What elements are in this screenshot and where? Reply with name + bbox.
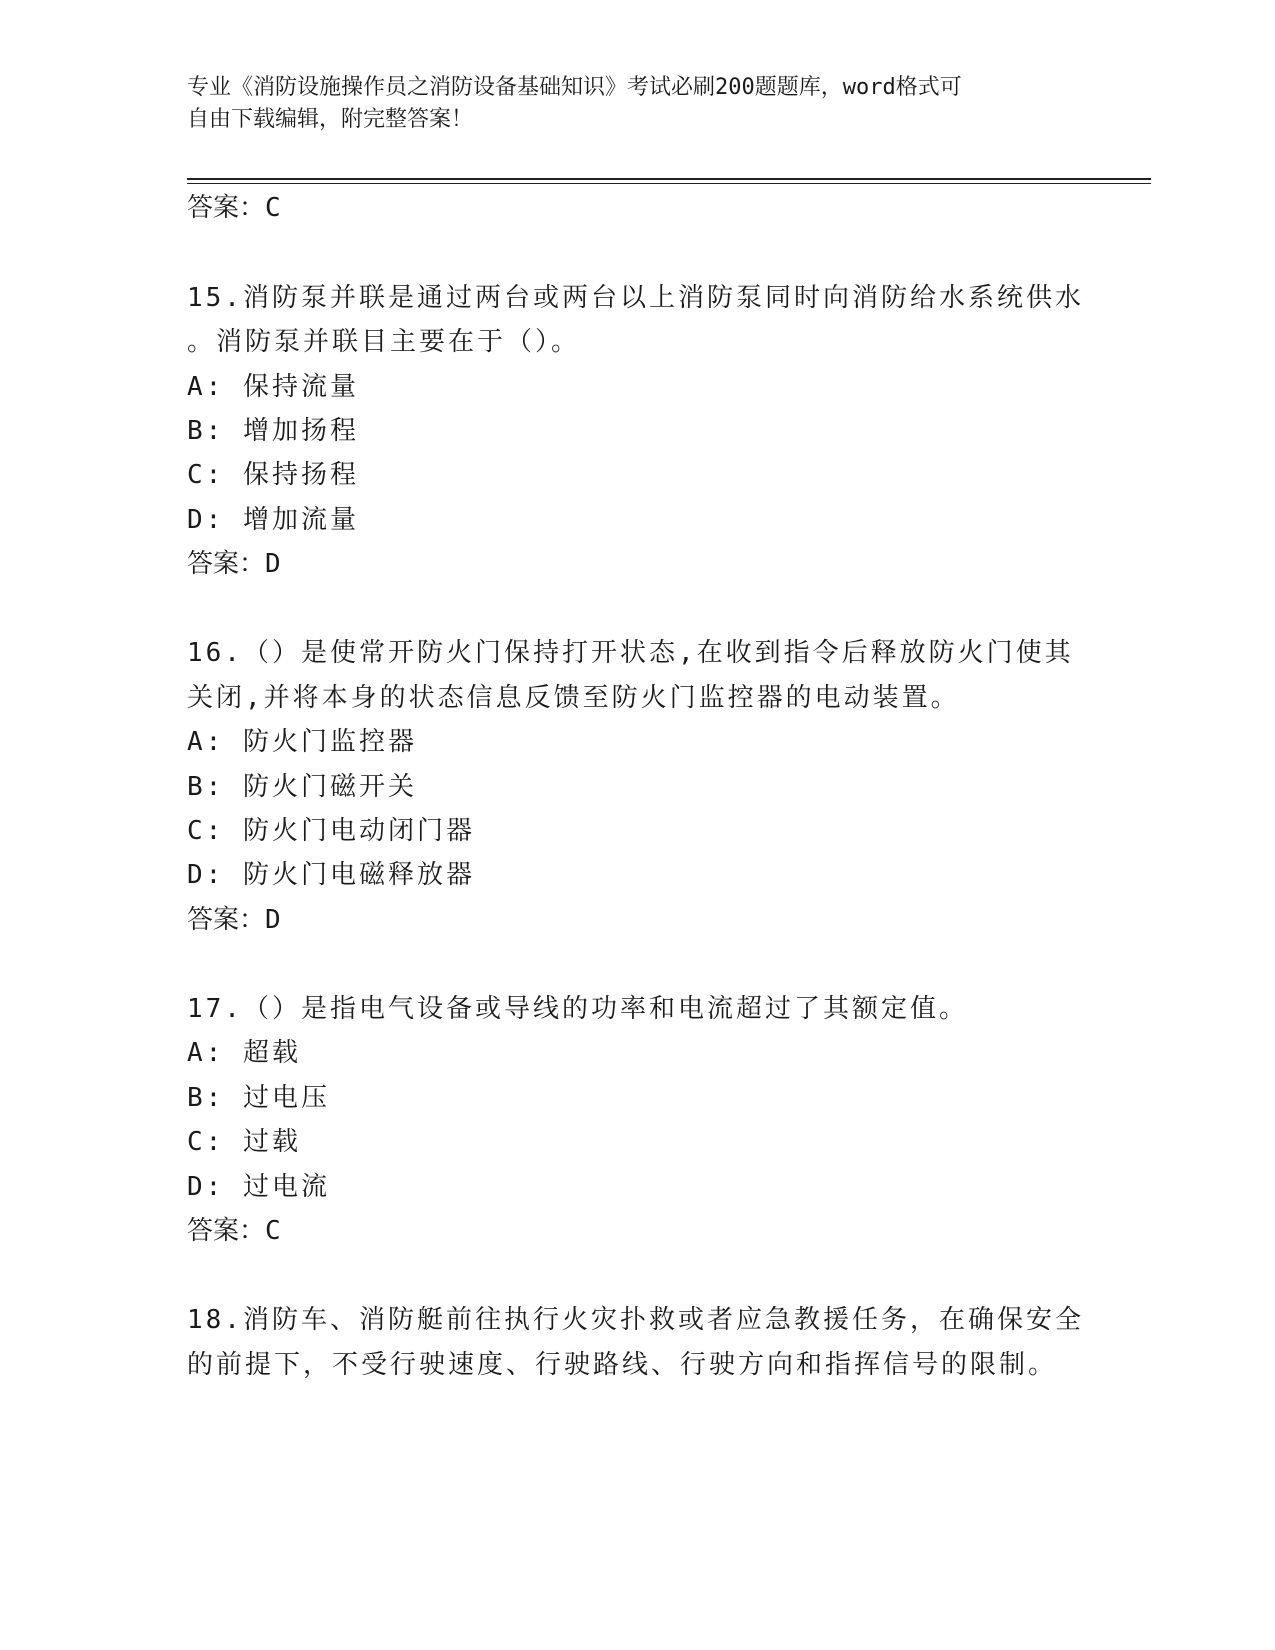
question-17-option-a: A: 超载: [187, 1038, 301, 1068]
header-line-1: 专业《消防设施操作员之消防设备基础知识》考试必刷200题题库，word格式可: [187, 75, 962, 100]
question-17-option-b: B: 过电压: [187, 1083, 330, 1113]
question-15-line-1: 15.消防泵并联是通过两台或两台以上消防泵同时向消防给水系统供水: [187, 283, 1084, 313]
question-15-option-b: B: 增加扬程: [187, 416, 359, 446]
question-15-option-d: D: 增加流量: [187, 505, 359, 535]
question-16-answer: 答案：D: [187, 905, 281, 935]
question-17-line-1: 17.（）是指电气设备或导线的功率和电流超过了其额定值。: [187, 994, 968, 1024]
header-divider: [187, 178, 1151, 180]
header-line-2: 自由下载编辑，附完整答案！: [187, 107, 474, 132]
question-15-option-c: C: 保持扬程: [187, 460, 359, 490]
header-divider-thin: [187, 183, 1151, 184]
question-16-line-1: 16.（）是使常开防火门保持打开状态,在收到指令后释放防火门使其: [187, 638, 1074, 668]
question-16-line-2: 关闭,并将本身的状态信息反馈至防火门监控器的电动装置。: [187, 683, 960, 713]
question-18-line-1: 18.消防车、消防艇前往执行火灾扑救或者应急教援任务，在确保安全: [187, 1305, 1084, 1335]
question-16-option-c: C: 防火门电动闭门器: [187, 816, 475, 846]
question-18-line-2: 的前提下，不受行驶速度、行驶路线、行驶方向和指挥信号的限制。: [187, 1350, 1058, 1380]
question-16-option-b: B: 防火门磁开关: [187, 772, 417, 802]
question-15-option-a: A: 保持流量: [187, 372, 359, 402]
question-16-option-a: A: 防火门监控器: [187, 727, 417, 757]
question-17-option-c: C: 过载: [187, 1127, 301, 1157]
question-15-line-2: 。消防泵并联目主要在于（）。: [187, 327, 581, 357]
page-header: [187, 72, 1067, 136]
question-17-answer: 答案：C: [187, 1216, 281, 1246]
question-17-option-d: D: 过电流: [187, 1172, 330, 1202]
question-16-option-d: D: 防火门电磁释放器: [187, 860, 475, 890]
question-15-answer: 答案：D: [187, 549, 281, 579]
answer-line: 答案：C: [187, 193, 281, 223]
